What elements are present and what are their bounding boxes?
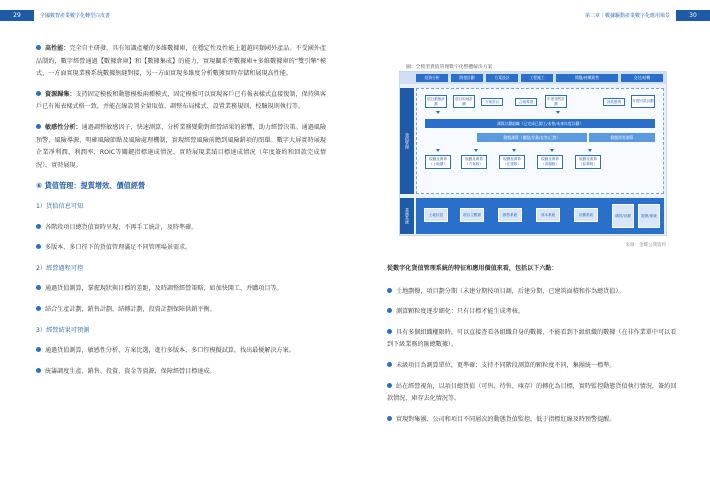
arrow-down-icon xyxy=(436,149,440,152)
calc-box: 規劃及測算（土地儲） xyxy=(425,155,451,169)
system-box: 項目主數據 xyxy=(460,208,484,222)
stage-tab: 方案設計 xyxy=(486,74,518,82)
list-item-text: 通過貨值測算，敏感性分析，方案比選，進行多版本、多口徑模擬試算，找出最優解決方案。 xyxy=(45,347,295,355)
side-label-business: 業務系統 xyxy=(400,198,414,234)
right-page xyxy=(355,0,710,501)
paragraph-resource xyxy=(36,89,326,114)
bullet-icon xyxy=(36,45,41,50)
right-running-title: 第二章｜數據驅動產業數字化應用場景 xyxy=(584,13,670,19)
stage-tab: 開發計劃 xyxy=(451,74,483,82)
plan-box: 項目動態計劃 xyxy=(425,95,447,108)
list-item-text: 多版本、多口徑下的貨值管理滿足不同管理場景需求。 xyxy=(45,244,192,252)
calc-box: 規劃及測算（清盤版） xyxy=(537,155,563,169)
plan-box: 項目取地計劃 xyxy=(453,95,475,108)
bullet-icon xyxy=(36,347,41,352)
list-item-text: 實現對集團、公司和項目不同層次的動態貨值監控，低于指標紅線及時預警提醒。 xyxy=(396,415,616,423)
list-item xyxy=(36,222,326,235)
subsection-title: 1）貨值信息可知 xyxy=(36,202,84,210)
list-item-text: 通過貨值測算，掌握現狀與目標的差距，及時調整經營策略，如加快開工、并購項目等。 xyxy=(45,285,283,293)
left-running-title: 全國數智產業數字化轉型白皮書 xyxy=(40,13,111,19)
paragraph-text: 通過調整敏感因子，快速測算，分析業務變動對經營結果的影響，助力經營決策。通過風險預警、風險導源，明確風險節點及風險處理機制，實現經營風險前瞻到風險銷項的閉環。數字大屏實時展現企業凈利潤、利潤率、ROIC等關鍵指標達成情況、實時展現業績目標達成情況（年度簽約和回款完成情況）、實時展現。 xyxy=(36,123,327,169)
list-item xyxy=(36,283,326,296)
list-item xyxy=(36,345,326,358)
bullet-icon xyxy=(36,285,41,290)
stage-tab-bar xyxy=(400,72,666,84)
points-intro: 從數字化貨值管理系統的特征和應用價值來看，包括以下六點： xyxy=(387,265,558,272)
bullet-icon xyxy=(36,244,41,249)
list-item xyxy=(387,360,677,373)
bullet-icon xyxy=(387,308,392,313)
paragraph-high-performance xyxy=(36,43,326,81)
left-running-header xyxy=(0,10,110,21)
bullet-icon xyxy=(36,124,41,129)
plan-box: 回款節奏 xyxy=(603,98,625,106)
section-title: ⑥ 貨值管理：提質增效、價值經營 xyxy=(36,181,146,191)
business-system-zone xyxy=(416,198,664,234)
side-label-value-mgmt: 貨值管理 xyxy=(400,88,414,194)
paragraph-lead: 敏感性分析： xyxy=(45,123,82,131)
plan-box: 方案設計 xyxy=(481,98,503,106)
right-running-header xyxy=(585,10,710,21)
list-item xyxy=(36,242,326,255)
bullet-icon xyxy=(36,224,41,229)
bullet-icon xyxy=(387,362,392,367)
system-box: 成本系統 xyxy=(536,208,560,222)
figure-source: 來源：金蝶公開資料 xyxy=(625,243,666,248)
paragraph-sensitivity xyxy=(36,122,326,172)
right-page-number: 30 xyxy=(676,10,710,21)
list-item-text: 測算顆粒度逐步細化：只有目標才能生成考核。 xyxy=(396,308,524,316)
subsection-title: 2）經營過程可控 xyxy=(36,264,84,272)
bullet-icon xyxy=(387,329,392,334)
left-page-number: 29 xyxy=(0,10,34,21)
system-box: 計劃系統 xyxy=(574,208,598,222)
bullet-icon xyxy=(387,416,392,421)
list-item xyxy=(387,286,677,299)
list-item-text: 具有多個組織權限時，可以直接查看各組織自身的數據，不能看到下級組織的數據（在非作業單中可以看到下級業務的匯總數據）。 xyxy=(387,328,677,349)
list-item-text: 結合生產計劃，銷售計劃，結轉計劃，投資計劃保障供銷平衡。 xyxy=(45,305,216,313)
figure-title: 圖：全模型貨值管理數字化整體解決方案 xyxy=(406,65,493,70)
solution-diagram xyxy=(399,71,667,236)
list-item xyxy=(36,304,326,317)
list-item xyxy=(36,366,326,379)
system-box: 土地信息 xyxy=(424,208,448,222)
arrow-down-icon xyxy=(550,149,554,152)
list-item-text: 未級項目為測算單位，更準確；支持不同階段測算的顆粒度不同，集團統一標準。 xyxy=(396,361,616,369)
list-item xyxy=(387,414,677,427)
stage-tab: 工程施工 xyxy=(521,74,553,82)
plan-box: 年度回款計劃 xyxy=(631,95,655,108)
list-item-text: 各階段項目總貨值實時呈現，不再手工統計，及時準確。 xyxy=(45,223,198,231)
arrow-down-icon xyxy=(588,149,592,152)
list-item xyxy=(387,327,677,352)
dynamic-calc-bar: 動態測算（樓盤/存量/在售/已售） xyxy=(477,133,587,142)
list-item xyxy=(387,306,677,319)
calc-box: 規劃及測算（在建版） xyxy=(499,155,525,169)
list-item xyxy=(387,381,677,406)
calc-box: 規劃及測算（結算版） xyxy=(575,155,601,169)
bullet-icon xyxy=(36,306,41,311)
bullet-icon xyxy=(387,288,392,293)
left-body xyxy=(36,43,326,386)
paragraph-lead: 高性能： xyxy=(45,45,70,52)
bullet-icon xyxy=(36,368,41,373)
right-body xyxy=(387,263,677,434)
list-item-text: 站在經營視角，以項目總貨值（可售、待售、庫存）的轉化為目標，實時監控動態貨值執行情況，簽約回款情況、庫存去化情況等。 xyxy=(387,382,677,403)
calc-box: 規劃及測算（方案版） xyxy=(461,155,487,169)
calc-plan-bar: 測算計劃組織（已完成已開工/未售/未來年度計劃） xyxy=(425,119,655,128)
system-box: 績效/計劃 xyxy=(612,204,634,228)
subsection-title: 3）經營結果可預測 xyxy=(36,326,90,334)
plan-box: 年度預售計劃 xyxy=(545,95,567,108)
bullet-icon xyxy=(36,91,41,96)
arrow-down-icon xyxy=(512,149,516,152)
dynamic-business-bar: 動態經營測算 xyxy=(589,133,655,142)
arrow-down-icon xyxy=(474,149,478,152)
plan-box: 合規專項 xyxy=(515,98,537,106)
arrow-down-icon xyxy=(436,111,440,114)
stage-tab: 交付/結轉 xyxy=(621,74,663,82)
arrow-down-icon xyxy=(556,111,560,114)
paragraph-lead: 資源歸集： xyxy=(45,90,76,98)
list-item-text: 統籌調度生產、銷售、投資、資金等資源，保障經營目標達成。 xyxy=(45,367,216,375)
paragraph-text: 支持固定模板和動態模板兩種模式，固定模板可以實現客戶已有報表樣式直接復制，保持與客戶已有報表樣式格一致，并能在線設置全量取值、調整布局樣式、設置業務規則、校驗規則執行等。 xyxy=(36,90,327,111)
system-box: 銷售系統 xyxy=(498,208,522,222)
bullet-icon xyxy=(387,383,392,388)
list-item-text: 土地劃撥，項目劃分期（未建分期按項目測，后建分期，已建筑面積和作為總貨值）。 xyxy=(396,287,625,295)
value-mgmt-zone xyxy=(416,88,664,194)
stage-tab: 投資分析 xyxy=(416,74,448,82)
system-box: 財務/系統 xyxy=(638,204,660,228)
paragraph-text: 完全自主研發，具有知識產權的多維數據庫，在穩定性及性能上超越同類國外產品。不受國外產品制約，數字經營通過【數據倉庫】和【數據集成】的能力，實現關系型數據庫+多維數據庫的“雙引擎”模式，一方面實現業務系統數據無縫對接，另一方面實現多維度分析數據實時存儲和展現高性能。 xyxy=(36,45,327,78)
stage-tab: 開盤/持續銷售 xyxy=(556,74,618,82)
